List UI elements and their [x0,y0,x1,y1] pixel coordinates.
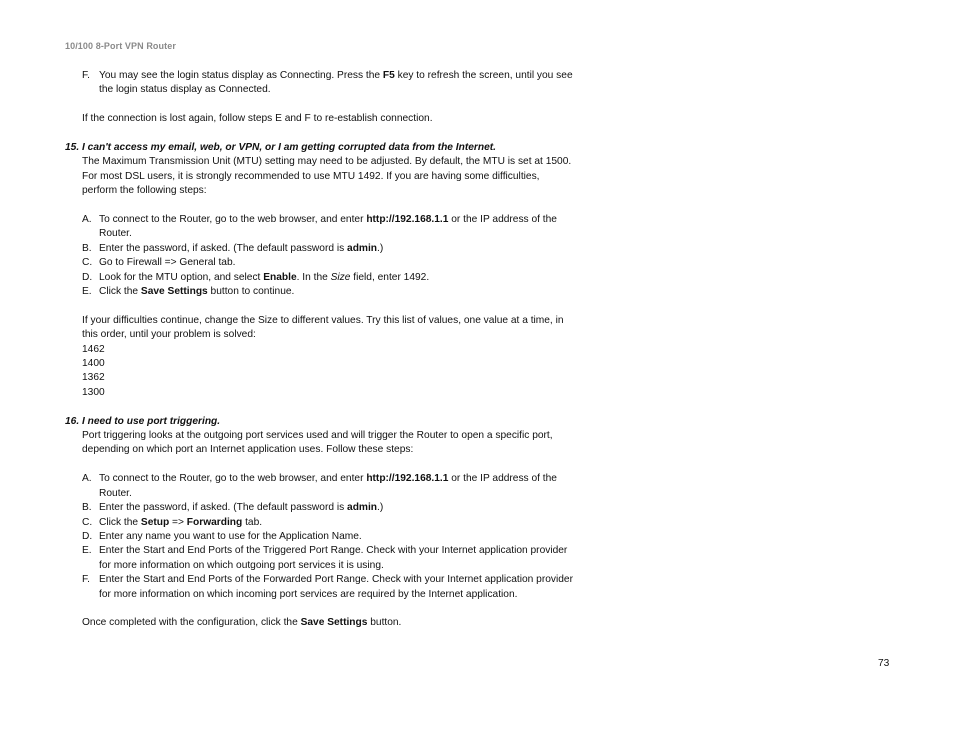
q15-intro [65,155,605,198]
step-text [99,213,605,242]
step-text: Enter any name you want to use for the Application Name. [99,530,362,542]
url-text: http://192.168.1.1 [366,473,449,485]
text-run: Port triggering looks at the outgoing port services used and will trigger the Router to open a specific port, [82,430,553,442]
text-run: button. [367,617,402,629]
text-run: perform the following steps: [82,185,207,197]
step-text [99,472,605,501]
text-run: field, enter 1492. [350,271,430,283]
q16-intro [65,429,605,458]
q16-step-b [65,501,605,515]
step-text [99,516,605,530]
q15-step-a [65,213,605,242]
question-number: 15. [65,142,80,153]
key-name: F5 [382,70,395,81]
q16-step-f [65,573,605,602]
step-text [99,501,605,515]
text-run: If your difficulties continue, change the Size to different values. Try this list of values, one value at a time, in [82,314,564,326]
button-name: Save Settings [300,617,368,629]
step-text [99,573,605,602]
password-text: admin [347,502,378,514]
text-run: the login status display as Connected. [99,84,271,96]
step-label: C. [82,516,93,528]
text-run: key to refresh the screen, until you see [394,70,573,81]
tab-name: Forwarding [186,516,243,528]
step-label: E. [82,545,92,557]
text-run: Look for the MTU option, and select [99,271,264,283]
tab-name: Setup [140,516,170,528]
mtu-value: 1362 [82,372,105,384]
q16-step-c [65,516,605,530]
q16-done [65,616,605,630]
step-label: D. [82,271,93,283]
step-label: A. [82,473,92,485]
text-run: or the IP address of the [448,473,557,485]
running-header: 10/100 8-Port VPN Router [65,41,176,51]
question-title: I can't access my email, web, or VPN, or I am getting corrupted data from the Internet. [82,142,496,153]
text-run: or the IP address of the [448,214,557,226]
question-number: 16. [65,415,80,427]
page-number: 73 [878,658,890,669]
text-run: tab. [242,516,263,528]
step-label: F. [82,574,90,586]
question-title: I need to use port triggering. [82,415,221,427]
page-content [65,69,605,631]
q16-step-d [65,530,605,544]
text-run: Enter the Start and End Ports of the Forwarded Port Range. Check with your Internet application provider [99,574,573,586]
text-run: Enter the Start and End Ports of the Triggered Port Range. Check with your Internet application provider [99,545,568,557]
step-text: Go to Firewall => General tab. [99,257,236,269]
step-label: A. [82,214,92,226]
text-run: Click the [99,286,141,298]
text-run: You may see the login status display as Connecting. Press the [99,70,383,81]
text-run: depending on which port an Internet application uses. Follow these steps: [82,444,414,456]
text-run: this order, until your problem is solved: [82,329,256,341]
q15-continue [65,314,605,343]
q16-step-e [65,544,605,573]
text-run: Router. [99,487,132,499]
text-run: => [169,516,187,528]
text-run: Click the [99,516,141,528]
step-label: B. [82,242,92,254]
mtu-value: 1300 [82,386,105,398]
step-f [65,69,605,98]
text-run: Enter the password, if asked. (The default password is [99,502,348,514]
q16-step-a [65,472,605,501]
step-label: F. [82,70,90,81]
q15-step-c [65,256,605,270]
paragraph-lost-connection: If the connection is lost again, follow steps E and F to re-establish connection. [82,113,433,125]
q15-step-e [65,285,605,299]
question-15-heading [65,141,605,155]
field-name: Size [330,271,351,283]
text-run: . In the [296,271,331,283]
url-text: http://192.168.1.1 [366,214,449,226]
step-text [99,544,605,573]
text-run: .) [377,242,384,254]
text-run: To connect to the Router, go to the web browser, and enter [99,473,367,485]
step-label: B. [82,502,92,514]
step-text [99,242,605,256]
step-label: D. [82,530,93,542]
text-run: Enter the password, if asked. (The default password is [99,242,348,254]
q15-step-d [65,271,605,285]
step-text [99,271,605,285]
question-16-heading [65,415,605,429]
mtu-value: 1462 [82,343,105,355]
text-run: To connect to the Router, go to the web browser, and enter [99,214,367,226]
step-text [99,69,605,98]
text-run: button to continue. [207,286,295,298]
button-name: Save Settings [140,286,208,298]
q15-step-b [65,242,605,256]
mtu-value: 1400 [82,358,105,370]
text-run: The Maximum Transmission Unit (MTU) setting may need to be adjusted. By default, the MTU is set at 1500. [82,156,572,168]
step-text [99,285,605,299]
text-run: .) [377,502,384,514]
text-run: for more information on which outgoing port services it is using. [99,559,384,571]
option-text: Enable [263,271,297,283]
text-run: For most DSL users, it is strongly recommended to use MTU 1492. If you are having some difficulties, [82,170,540,182]
text-run: for more information on which incoming port services are required by the Internet application. [99,588,518,600]
step-label: C. [82,257,93,269]
step-label: E. [82,286,92,298]
text-run: Router. [99,228,132,240]
text-run: Once completed with the configuration, click the [82,617,301,629]
password-text: admin [347,242,378,254]
